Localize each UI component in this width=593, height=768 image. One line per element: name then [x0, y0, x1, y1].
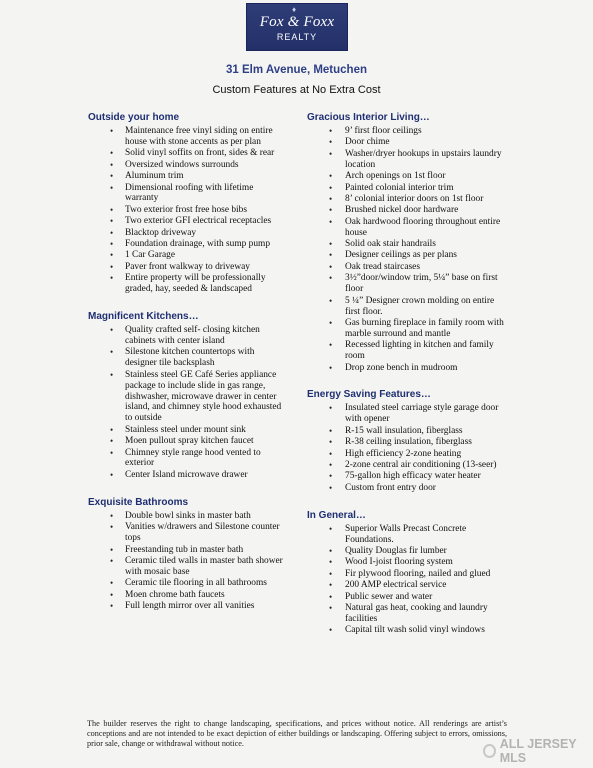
feature-item: • Solid oak stair handrails	[307, 239, 507, 250]
feature-item: • Stainless steel GE Café Series appliance package to include slide in gas range, dishwasher, microwave drawer in center island, and chimney style hood exhausted to outside	[88, 370, 288, 425]
feature-item: • 200 AMP electrical service	[307, 580, 507, 591]
feature-item: • Fir plywood flooring, nailed and glued	[307, 569, 507, 580]
section-heading: Exquisite Bathrooms	[88, 496, 189, 508]
feature-item: • Ceramic tiled walls in master bath shower with mosaic base	[88, 556, 288, 578]
feature-item: • Center Island microwave drawer	[88, 470, 288, 481]
feature-item: • Two exterior frost free hose bibs	[88, 205, 288, 216]
feature-item: • Painted colonial interior trim	[307, 183, 507, 194]
feature-item: • Oversized windows surrounds	[88, 160, 288, 171]
feature-item: • 8’ colonial interior doors on 1st floor	[307, 194, 507, 205]
page-subtitle: Custom Features at No Extra Cost	[212, 84, 381, 96]
feature-item: • Arch openings on 1st floor	[307, 171, 507, 182]
disclaimer-text: The builder reserves the right to change landscaping, specifications, and prices without notice. All renderings are artist’s conceptions and are not intended to be exact depiction of either buildings or landscaping. Offering subject to errors, omissions, prior sale, change or withdrawal without notice.	[87, 719, 507, 748]
feature-list	[88, 325, 288, 481]
feature-item: • Freestanding tub in master bath	[88, 545, 288, 556]
feature-item: • Superior Walls Precast Concrete Foundations.	[307, 524, 507, 546]
feature-item: • Two exterior GFI electrical receptacles	[88, 216, 288, 227]
feature-item: • Solid vinyl soffits on front, sides & rear	[88, 148, 288, 159]
fox-foxx-realty-logo	[246, 3, 348, 51]
feature-item: • Moen chrome bath faucets	[88, 590, 288, 601]
section-heading: In General…	[307, 509, 366, 521]
feature-item: • Recessed lighting in kitchen and family room	[307, 340, 507, 362]
feature-item: • Natural gas heat, cooking and laundry facilities	[307, 603, 507, 625]
feature-item: • Paver front walkway to driveway	[88, 262, 288, 273]
mls-logo-icon	[483, 744, 496, 758]
feature-item: • Full length mirror over all vanities	[88, 601, 288, 612]
feature-section	[88, 311, 288, 481]
feature-item: • Double bowl sinks in master bath	[88, 511, 288, 522]
feature-item: • Door chime	[307, 137, 507, 148]
feature-item: • Aluminum trim	[88, 171, 288, 182]
feature-list	[307, 524, 507, 637]
feature-item: • Washer/dryer hookups in upstairs laundry location	[307, 149, 507, 171]
feature-item: • Stainless steel under mount sink	[88, 425, 288, 436]
feature-item: • 1 Car Garage	[88, 250, 288, 261]
feature-section	[88, 497, 288, 612]
watermark-text: ALL JERSEY MLS	[499, 737, 577, 765]
feature-section	[307, 510, 507, 637]
feature-item: • Capital tilt wash solid vinyl windows	[307, 625, 507, 636]
feature-item: • Maintenance free vinyl siding on entire house with stone accents as per plan	[88, 126, 288, 148]
feature-section	[307, 112, 507, 373]
feature-list	[307, 126, 507, 373]
feature-item: • Chimney style range hood vented to exterior	[88, 448, 288, 470]
feature-item: • 3½”door/window trim, 5¼” base on first floor	[307, 273, 507, 295]
feature-item: • Oak hardwood flooring throughout entire house	[307, 217, 507, 239]
feature-item: • 5 ¼” Designer crown molding on entire first floor.	[307, 296, 507, 318]
feature-item: • 9’ first floor ceilings	[307, 126, 507, 137]
feature-section	[88, 112, 288, 295]
feature-item: • 2-zone central air conditioning (13-seer)	[307, 460, 507, 471]
feature-item: • Brushed nickel door hardware	[307, 205, 507, 216]
section-heading: Energy Saving Features…	[307, 389, 431, 401]
feature-item: • Blacktop driveway	[88, 228, 288, 239]
feature-item: • R-15 wall insulation, fiberglass	[307, 426, 507, 437]
feature-item: • Quality Douglas fir lumber	[307, 546, 507, 557]
right-column	[307, 112, 507, 652]
feature-item: • Quality crafted self- closing kitchen cabinets with center island	[88, 325, 288, 347]
feature-item: • Designer ceilings as per plans	[307, 250, 507, 261]
feature-item: • Ceramic tile flooring in all bathrooms	[88, 578, 288, 589]
feature-item: • Foundation drainage, with sump pump	[88, 239, 288, 250]
all-jersey-mls-watermark	[483, 737, 593, 765]
feature-list	[307, 403, 507, 493]
feature-item: • Drop zone bench in mudroom	[307, 363, 507, 374]
feature-section	[307, 389, 507, 493]
feature-item: • Vanities w/drawers and Silestone counter tops	[88, 522, 288, 544]
section-heading: Gracious Interior Living…	[307, 112, 430, 123]
section-heading: Outside your home	[88, 112, 180, 123]
feature-item: • Public sewer and water	[307, 592, 507, 603]
feature-item: • High efficiency 2-zone heating	[307, 449, 507, 460]
feature-list	[88, 126, 288, 295]
left-column	[88, 112, 288, 628]
crest-icon: ♦	[292, 5, 297, 14]
feature-list	[88, 511, 288, 612]
feature-item: • Oak tread staircases	[307, 262, 507, 273]
feature-item: • Wood I-joist flooring system	[307, 557, 507, 568]
logo-realty: REALTY	[276, 32, 318, 42]
feature-item: • Custom front entry door	[307, 483, 507, 494]
feature-item: • Gas burning fireplace in family room with marble surround and mantle	[307, 318, 507, 340]
logo-name: Fox & Foxx	[259, 14, 335, 30]
feature-item: • Insulated steel carriage style garage door with opener	[307, 403, 507, 425]
feature-item: • Entire property will be professionally graded, hay, seeded & landscaped	[88, 273, 288, 295]
feature-item: • Silestone kitchen countertops with designer tile backsplash	[88, 347, 288, 369]
feature-item: • Moen pullout spray kitchen faucet	[88, 436, 288, 447]
feature-item: • R-38 ceiling insulation, fiberglass	[307, 437, 507, 448]
feature-item: • 75-gallon high efficacy water heater	[307, 471, 507, 482]
property-address: 31 Elm Avenue, Metuchen	[225, 64, 368, 76]
section-heading: Magnificent Kitchens…	[88, 311, 199, 323]
feature-item: • Dimensional roofing with lifetime warranty	[88, 183, 288, 205]
